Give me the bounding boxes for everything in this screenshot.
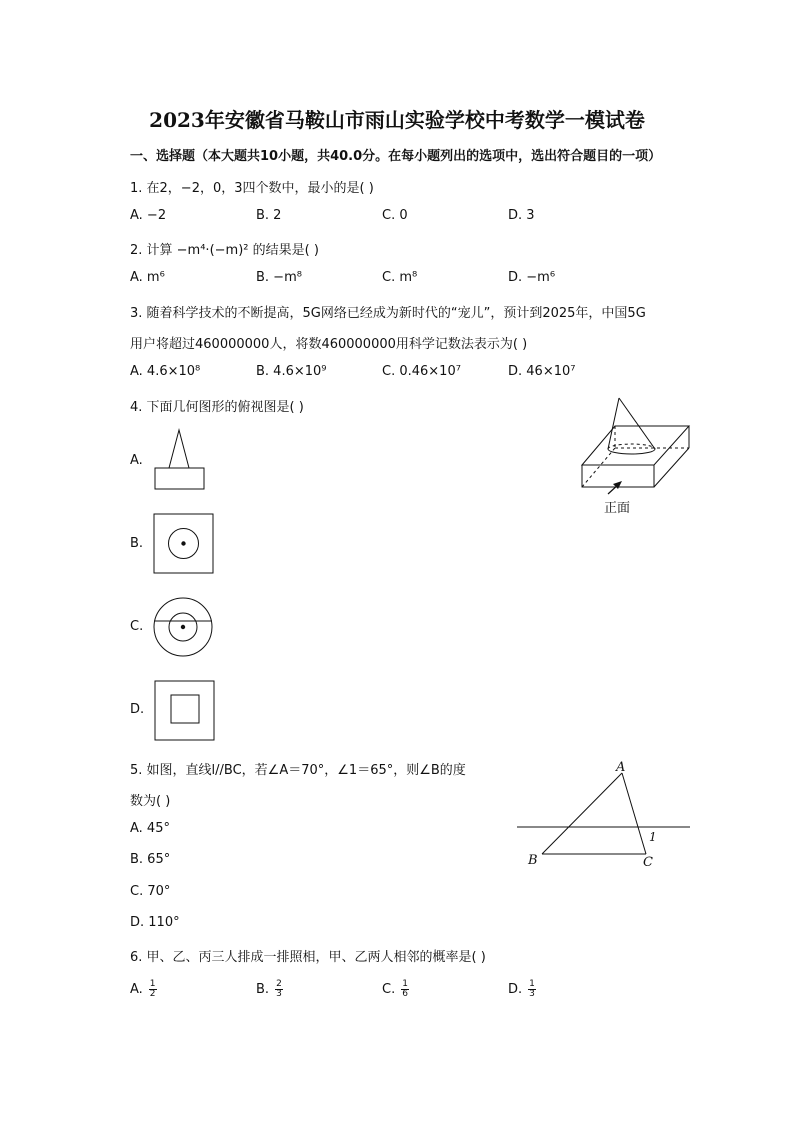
q6-option-c-fraction: $\frac{1}{6}$	[402, 979, 408, 999]
q1-option-b: B. 2	[256, 208, 282, 223]
q1-option-a: A. −2	[130, 208, 167, 223]
q4-option-c-figure	[152, 596, 216, 660]
q4-option-a-figure	[152, 426, 212, 492]
q5-point-a: A	[616, 760, 626, 775]
question-5-stem-line2: 数为( )	[130, 794, 171, 809]
section-heading: 一、选择题（本大题共10小题，共40.0分。在每小题列出的选项中，选出符合题目的一项）	[130, 149, 662, 164]
question-1-stem: 1. 在2，−2，0，3四个数中，最小的是( )	[130, 181, 374, 196]
q5-triangle-figure	[510, 760, 700, 875]
question-2-stem: 2. 计算 −m⁴·(−m)² 的结果是( )	[130, 243, 319, 258]
question-3-stem-line1: 3. 随着科学技术的不断提高，5G网络已经成为新时代的“宠儿”，预计到2025年，中国5G	[130, 306, 646, 321]
q3-option-c: C. 0.46×10⁷	[382, 364, 461, 379]
q4-option-a-label: A.	[130, 453, 143, 468]
q4-option-b-figure	[152, 512, 216, 576]
q4-option-b-label: B.	[130, 536, 144, 551]
q2-option-c: C. m⁸	[382, 270, 418, 285]
q5-option-a: A. 45°	[130, 821, 170, 836]
question-3-stem-line2: 用户将超过460000000人，将数460000000用科学记数法表示为( )	[130, 337, 528, 352]
q1-option-d: D. 3	[508, 208, 535, 223]
q4-option-c-label: C.	[130, 619, 144, 634]
question-6-stem: 6. 甲、乙、丙三人排成一排照相，甲、乙两人相邻的概率是( )	[130, 950, 486, 965]
q5-option-b: B. 65°	[130, 852, 171, 867]
q6-option-b-fraction: $\frac{2}{3}$	[276, 979, 282, 999]
q6-option-b	[256, 980, 283, 999]
q4-solid-figure	[575, 396, 695, 496]
q6-option-a-fraction: $\frac{1}{2}$	[149, 979, 156, 999]
q2-option-b: B. −m⁸	[256, 270, 302, 285]
q6-option-a-label: A.	[130, 982, 143, 997]
q5-point-c: C	[643, 855, 653, 870]
q6-option-b-label: B.	[256, 982, 270, 997]
question-5-stem-line1: 5. 如图，直线l//BC，若∠A＝70°，∠1＝65°，则∠B的度	[130, 763, 466, 778]
q4-option-d-figure	[153, 679, 217, 743]
q1-option-c: C. 0	[382, 208, 408, 223]
q4-option-d-label: D.	[130, 702, 145, 717]
q6-option-c-label: C.	[382, 982, 396, 997]
q6-option-d-fraction: $\frac{1}{3}$	[529, 979, 535, 999]
q4-front-label: 正面	[604, 501, 631, 516]
q6-option-c	[382, 980, 409, 999]
page-title: 2023年安徽省马鞍山市雨山实验学校中考数学一模试卷	[149, 108, 645, 132]
q2-option-a: A. m⁶	[130, 270, 165, 285]
q3-option-b: B. 4.6×10⁹	[256, 364, 327, 379]
q5-option-c: C. 70°	[130, 884, 171, 899]
q6-option-d	[508, 980, 536, 999]
q3-option-a: A. 4.6×10⁸	[130, 364, 201, 379]
question-4-stem: 4. 下面几何图形的俯视图是( )	[130, 400, 304, 415]
q6-option-a	[130, 980, 157, 999]
q6-option-d-label: D.	[508, 982, 523, 997]
q5-angle-1: 1	[649, 830, 657, 844]
q5-point-b: B	[528, 853, 538, 868]
q5-option-d: D. 110°	[130, 915, 180, 930]
q2-option-d: D. −m⁶	[508, 270, 556, 285]
q3-option-d: D. 46×10⁷	[508, 364, 576, 379]
